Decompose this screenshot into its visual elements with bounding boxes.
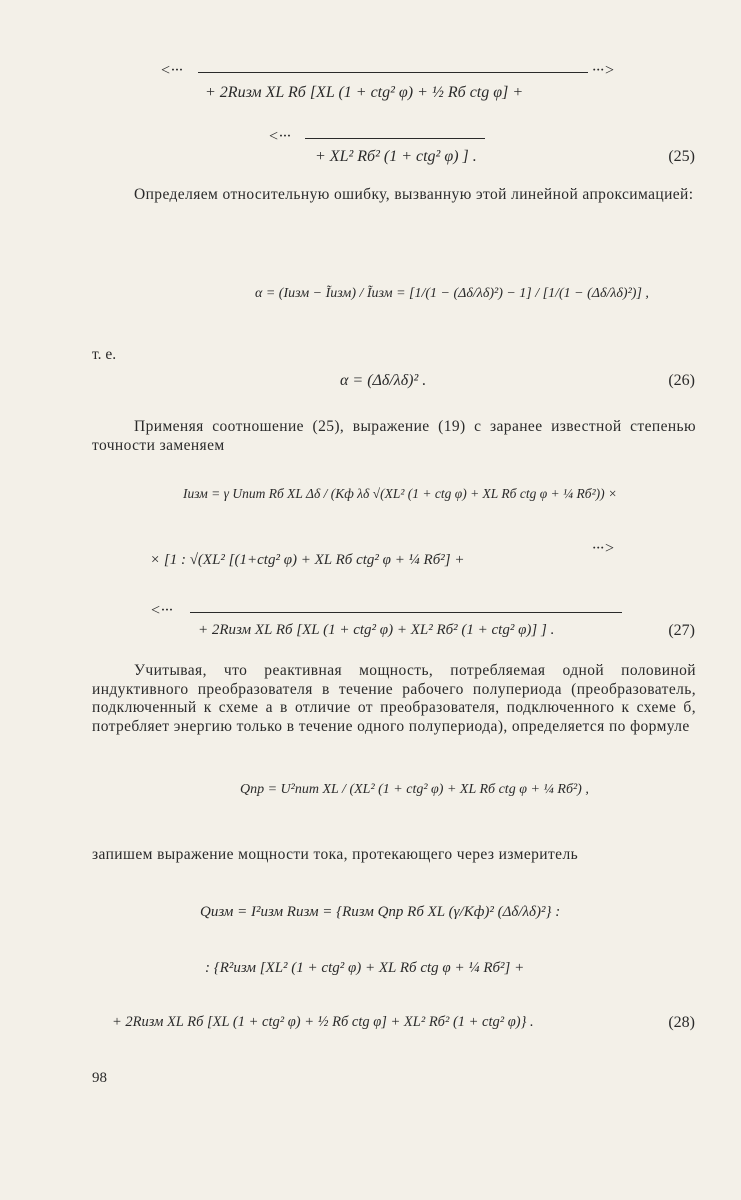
equation-27-line-3: + 2Rизм XL Rб [XL (1 + ctg² φ) + XL² Rб² (1 + ctg² φ)] ] .: [198, 622, 555, 638]
equation-28-line-3: + 2Rизм XL Rб [XL (1 + ctg² φ) + ½ Rб ctg φ] + XL² Rб² (1 + ctg² φ)} .: [112, 1014, 534, 1030]
continuation-arrow-left-2: <···: [268, 128, 291, 145]
continuation-arrow-left-27: <···: [150, 602, 173, 619]
paragraph-applying-relation: Применяя соотношение (25), выражение (19) с заранее известной степенью точности заменяем: [92, 418, 696, 454]
equation-number-26: (26): [668, 372, 695, 389]
paragraph-relative-error: Определяем относительную ошибку, вызванную этой линейной апроксимацией:: [134, 186, 694, 203]
equation-number-28: (28): [668, 1014, 695, 1031]
equation-28-line-1: Qизм = I²изм Rизм = {Rизм Qпр Rб XL (γ/Kф)² (Δδ/λδ)²} :: [200, 904, 561, 920]
continuation-arrow-right-27: ···>: [592, 540, 615, 557]
equation-number-25: (25): [668, 148, 695, 165]
page-number: 98: [92, 1070, 107, 1086]
equation-25-line-1: + 2Rизм XL Rб [XL (1 + ctg² φ) + ½ Rб ctg φ] +: [205, 84, 524, 101]
equation-25-line-2: + XL² Rб² (1 + ctg² φ) ] .: [315, 148, 477, 165]
paragraph-reactive-power: Учитывая, что реактивная мощность, потребляемая одной половиной индуктивного преобразователя в течение рабочего полупериода (преобразователь, подключенный к схеме а в отличие от преобразователя, подключенного к схеме б, потребляет энергию только в течение одного полупериода), определяется по формуле: [92, 662, 696, 735]
continuation-bar-2: [305, 138, 485, 139]
paragraph-current-power: запишем выражение мощности тока, протекающего через измеритель: [92, 846, 579, 863]
equation-27-line-1: Iизм = γ Uпит Rб XL Δδ / (Kф λδ √(XL² (1 + ctg φ) + XL Rб ctg φ + ¼ Rб²)) ×: [183, 486, 618, 501]
equation-number-27: (27): [668, 622, 695, 639]
equation-q-pr: Qпр = U²пит XL / (XL² (1 + ctg² φ) + XL Rб ctg φ + ¼ Rб²) ,: [240, 782, 589, 797]
continuation-bar: [198, 72, 588, 73]
continuation-arrow-left: <···: [160, 62, 183, 79]
label-te: т. е.: [92, 346, 117, 363]
equation-26-main: α = (Iизм − Ĩизм) / Ĩизм = [1/(1 − (Δδ/λδ)²) − 1] / [1/(1 − (Δδ/λδ)²)] ,: [255, 286, 649, 301]
continuation-arrow-right: ···>: [592, 62, 615, 79]
equation-27-line-2: × [1 : √(XL² [(1+ctg² φ) + XL Rб ctg² φ + ¼ Rб²] +: [150, 552, 465, 568]
equation-28-line-2: : {R²изм [XL² (1 + ctg² φ) + XL Rб ctg φ + ¼ Rб²] +: [205, 960, 525, 976]
continuation-bar-27: [190, 612, 622, 613]
equation-26-result: α = (Δδ/λδ)² .: [340, 372, 427, 389]
